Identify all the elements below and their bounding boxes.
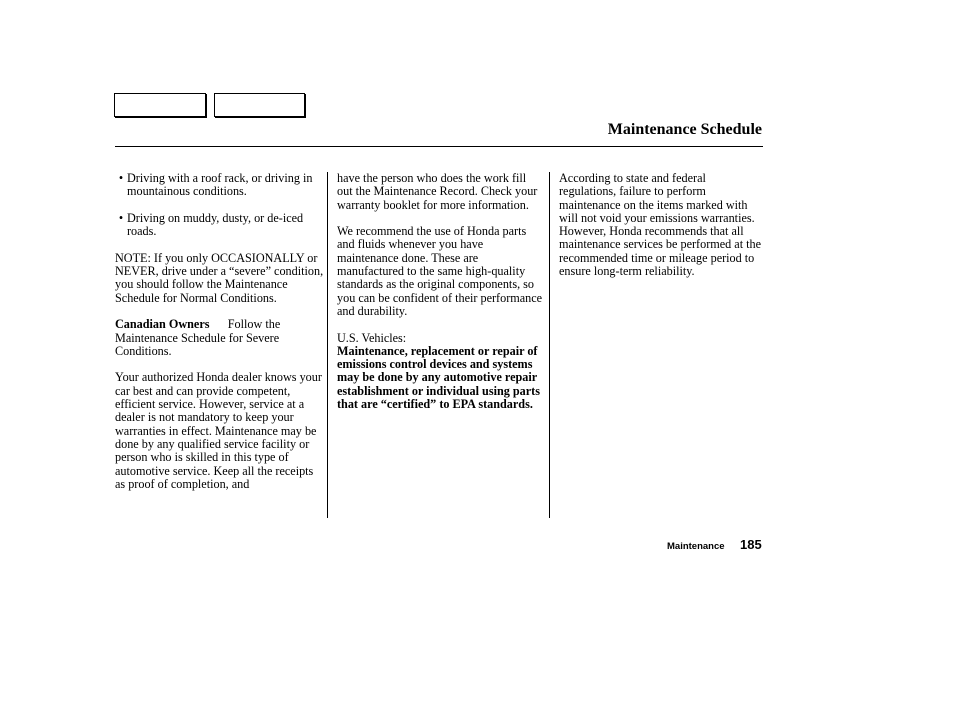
page-number: 185 — [740, 537, 762, 552]
us-vehicles-bold-text: Maintenance, replacement or repair of emissions control devices and systems may be done by any automotive repair establishment or individual using parts that are “certified” to EPA standards. — [337, 343, 540, 412]
dealer-paragraph: Your authorized Honda dealer knows your car best and can provide competent, efficient service. However, service at a dealer is not mandatory to keep your warranties in effect. Maintenance may be done by any qualified service facility or person who is skilled in this type of automotive service. Keep all the receipts as proof of completion, and — [115, 370, 322, 491]
text-column-2 — [337, 172, 543, 425]
column-divider — [549, 172, 550, 518]
title-rule — [115, 146, 763, 147]
text-column-3 — [559, 172, 765, 292]
text-column-1 — [115, 172, 325, 504]
nav-button-toc[interactable] — [114, 93, 206, 117]
bullet-text: Driving on muddy, dusty, or de-iced roads. — [127, 210, 304, 239]
bullet-text: Driving with a roof rack, or driving in mountainous conditions. — [127, 171, 313, 199]
canadian-owners-text: Follow the Maintenance Schedule for Severe Conditions. — [115, 317, 281, 358]
bullet-icon: • — [118, 210, 124, 225]
note-paragraph: NOTE: If you only OCCASIONALLY or NEVER, drive under a “severe” condition, you should follow the Maintenance Schedule for Normal Conditions. — [115, 250, 324, 305]
bullet-roof-rack — [115, 172, 325, 199]
regulations-paragraph: According to state and federal regulations, failure to perform maintenance on the items marked with will not void your emissions warranties. However, Honda recommends that all maintenance services be performed at the recommended time or mileage period to ensure long-term reliability. — [559, 171, 766, 279]
footer-section-label: Maintenance — [667, 541, 725, 552]
canadian-owners-paragraph — [115, 318, 325, 358]
column-divider — [327, 172, 328, 518]
bullet-muddy-roads — [115, 212, 325, 239]
bullet-icon: • — [118, 171, 124, 185]
record-paragraph: have the person who does the work fill out the Maintenance Record. Check your warranty booklet for more information. — [337, 171, 538, 212]
us-vehicles-label: U.S. Vehicles: — [337, 330, 407, 345]
parts-paragraph: We recommend the use of Honda parts and fluids whenever you have maintenance done. These are manufactured to the same high-quality standards as the original components, so you can be confident of their performance and durability. — [337, 224, 543, 318]
page-title: Maintenance Schedule — [607, 121, 762, 138]
nav-button-index[interactable] — [214, 93, 305, 117]
canadian-owners-heading: Canadian Owners — [115, 317, 210, 332]
